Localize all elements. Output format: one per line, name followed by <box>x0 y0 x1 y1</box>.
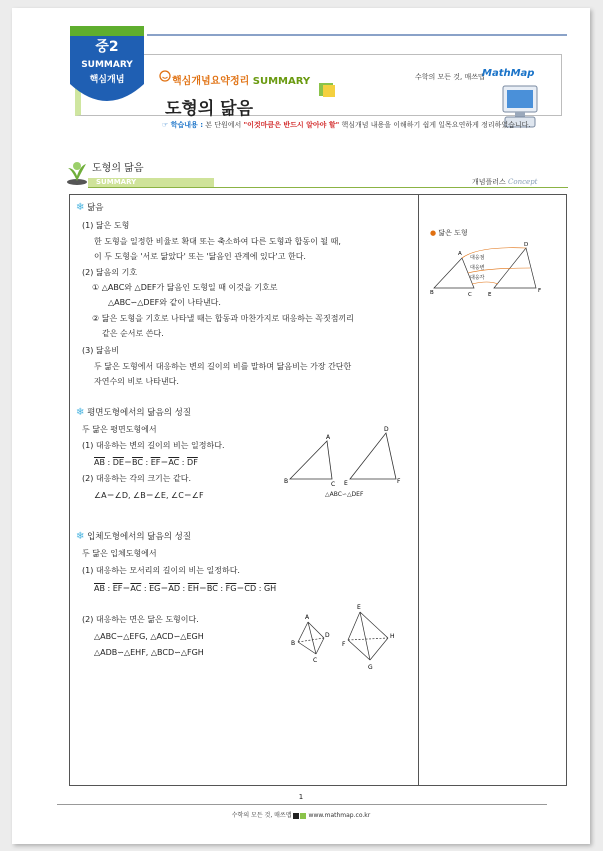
side-vertex-b: B <box>430 290 434 296</box>
document-page <box>12 8 590 844</box>
side-vertex-a: A <box>458 251 462 257</box>
s1-2-title: (2) 닮음의 기호 <box>82 268 138 277</box>
vertex-a: A <box>326 434 331 441</box>
side-tag-side: 대응변 <box>470 265 485 271</box>
solid-vertex-h: H <box>390 633 395 640</box>
s1-3-line2: 자연수의 비로 나타낸다. <box>94 377 179 386</box>
section-bar: SUMMARY <box>88 178 214 187</box>
header-subtitle: 핵심개념요약정리 SUMMARY <box>172 76 311 87</box>
solid-vertex-c: C <box>313 657 318 664</box>
badge-summary: SUMMARY <box>81 60 133 70</box>
s3-2: (2) 대응하는 면은 닮은 도형이다. <box>82 615 199 624</box>
side-vertex-d: D <box>524 242 529 248</box>
side-vertex-e: E <box>488 292 492 298</box>
s2-1: (1) 대응하는 변의 길이의 비는 일정하다. <box>82 441 225 450</box>
s2-2: (2) 대응하는 각의 크기는 같다. <box>82 474 192 483</box>
mathmap-logo: MathMap <box>482 68 535 79</box>
heading-solid-similarity: ❄ 입체도형에서의 닮음의 성질 <box>76 531 192 542</box>
side-vertex-f: F <box>538 288 542 294</box>
solid-vertex-f: F <box>342 641 346 648</box>
s1-1-title: (1) 닮은 도형 <box>82 221 130 230</box>
side-vertex-c: C <box>468 292 472 298</box>
solid-vertex-d: D <box>325 632 330 639</box>
solid-vertex-a: A <box>305 614 310 621</box>
document-icon <box>317 81 339 99</box>
s2-intro: 두 닮은 평면도형에서 <box>82 425 157 434</box>
s1-1-line2: 이 두 도형을 '서로 닮았다' 또는 '닮음인 관계에 있다'고 한다. <box>94 252 306 261</box>
vertex-c: C <box>331 481 336 488</box>
vertex-f: F <box>397 478 401 485</box>
solid-vertex-b: B <box>291 640 296 647</box>
plant-icon <box>64 156 90 186</box>
badge-subtitle: 핵심개념 <box>89 75 125 85</box>
smile-icon <box>159 70 171 82</box>
s2-1-ratio: $\overline{AB}$ : $\overline{DE}=\overline{BC}$ : $\overline{EF}=\overline{AC}$ : $\overline{DF}$ <box>94 458 198 467</box>
s1-2-item1: ① △ABC와 △DEF가 닮음인 도형일 때 이것을 기호로 <box>92 283 278 292</box>
concept-plus-label: 개념플러스 Concept <box>472 178 538 186</box>
s1-3-title: (3) 닮음비 <box>82 346 120 355</box>
s3-2-eq2: △ADB∽△EHF, △BCD∽△FGH <box>94 648 204 657</box>
heading-plane-similarity: ❄ 평면도형에서의 닮음의 성질 <box>76 407 192 418</box>
learning-purpose: ☞ 학습내용 : 본 단원에서 "이것마큼은 반드시 알아야 할" 핵심개념 내용을 이해하기 쉽게 일목요연하게 정리하였습니다. <box>162 121 531 129</box>
s3-1: (1) 대응하는 모서리의 길이의 비는 일정하다. <box>82 566 240 575</box>
side-tag-angle: 대응각 <box>470 275 485 281</box>
s1-2-item1b: △ABC∽△DEF와 같이 나타낸다. <box>108 298 221 307</box>
page-title: 도형의 닮음 <box>165 99 254 119</box>
grade-badge <box>62 26 152 114</box>
section-title: 도형의 닮음 <box>92 163 144 174</box>
s2-2-eq: ∠A＝∠D, ∠B＝∠E, ∠C＝∠F <box>94 491 204 500</box>
side-tag-point: 대응점 <box>470 255 485 261</box>
page-number: 1 <box>298 793 304 801</box>
solid-vertex-e: E <box>357 604 361 611</box>
s1-2-item2: ② 닮은 도형을 기호로 나타낼 때는 합동과 마찬가지로 대응하는 꼭짓점끼리 <box>92 314 354 323</box>
side-triangles-figure <box>428 240 558 298</box>
footer-line <box>57 804 547 805</box>
s3-intro: 두 닮은 입체도형에서 <box>82 549 157 558</box>
section-underline <box>88 187 568 188</box>
s3-1-ratio: $\overline{AB}$ : $\overline{EF}=\overline{AC}$ : $\overline{EG}=\overline{AD}$ : $\overline{EH}=\overline{BC}$ : $\overline{FG}=\overline{CD}$ : $\overline{GH}$ <box>94 584 277 593</box>
vertex-e: E <box>344 480 348 487</box>
plane-figure-caption: △ABC∽△DEF <box>325 491 364 498</box>
tetrahedra-figure <box>290 600 405 672</box>
vertex-d: D <box>384 426 389 433</box>
solid-vertex-g: G <box>368 664 373 671</box>
heading-similarity: ❄ 닮음 <box>76 202 104 213</box>
vertex-b: B <box>284 478 289 485</box>
s1-2-item2b: 같은 순서로 쓴다. <box>102 329 164 338</box>
s1-1-line1: 한 도형을 일정한 비율로 확대 또는 축소하여 다른 도형과 합동이 될 때, <box>94 237 341 246</box>
header-top-line <box>147 34 567 36</box>
s3-2-eq1: △ABC∽△EFG, △ACD∽△EGH <box>94 632 204 641</box>
plane-triangles-figure <box>282 423 412 498</box>
s1-3-line1: 두 닮은 도형에서 대응하는 변의 길이의 비를 말하며 닮음비는 가장 간단한 <box>94 362 352 371</box>
header-source: 수학의 모든 것, 매쓰맵 <box>415 73 485 81</box>
badge-title: 중2 <box>95 39 119 55</box>
side-label: ● 닮은 도형 <box>430 229 468 237</box>
footer-source: 수학의 모든 것, 매쓰맵 www.mathmap.co.kr <box>231 812 371 819</box>
